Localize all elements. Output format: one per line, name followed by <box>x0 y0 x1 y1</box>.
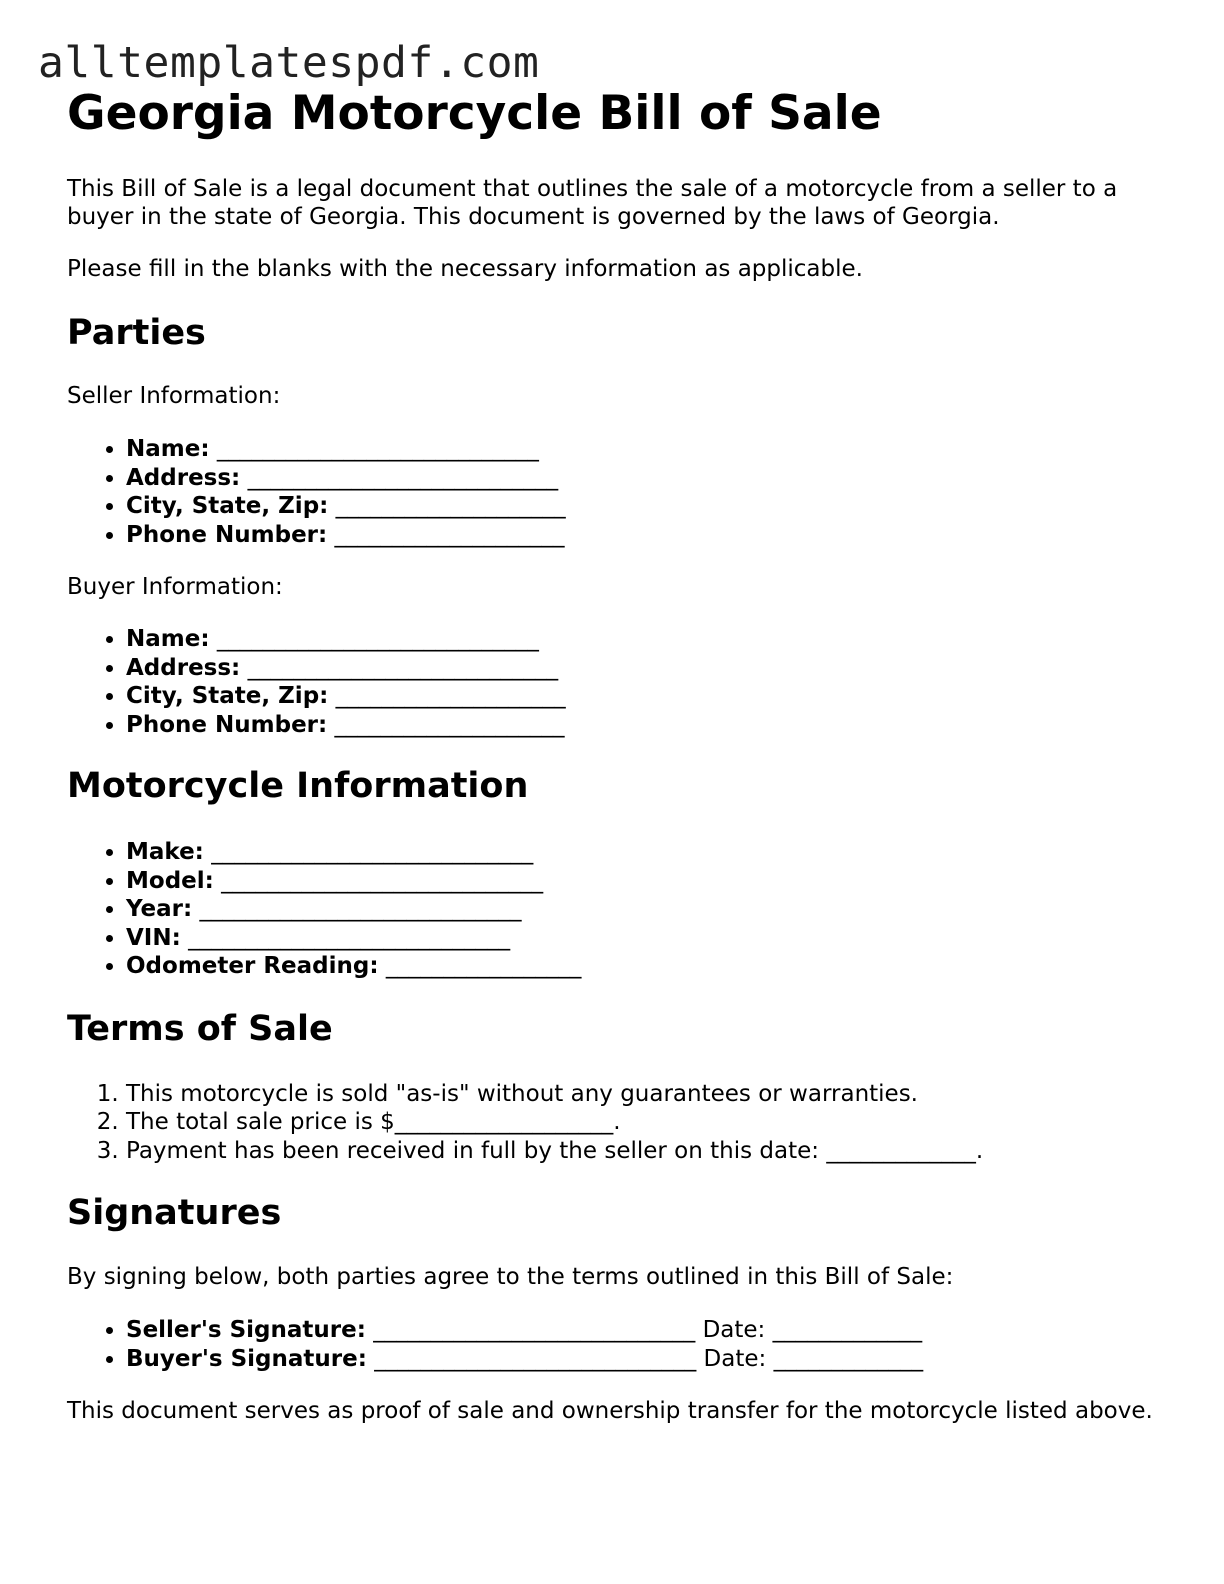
buyer-name-field: • Name: ____________________________ <box>126 625 1157 654</box>
buyer-phone-field: • Phone Number: ____________________ <box>126 711 1157 740</box>
seller-phone-field: • Phone Number: ____________________ <box>126 521 1157 550</box>
motorcycle-fields-list <box>67 838 1157 981</box>
year-blank[interactable]: ____________________________ <box>199 896 522 922</box>
intro-paragraph: This Bill of Sale is a legal document that outlines the sale of a motorcycle from a seller to a buyer in the state of Georgia. This document is governed by the laws of Georgia. <box>67 176 1118 230</box>
buyer-phone-blank[interactable]: ____________________ <box>334 711 565 738</box>
buyer-signature-line: • Buyer's Signature: ____________________________ Date: _____________ <box>126 1345 1157 1374</box>
seller-signature-blank[interactable]: ____________________________ <box>373 1317 696 1343</box>
buyer-address-field: • Address: ___________________________ <box>126 654 1157 683</box>
year-field: • Year: ____________________________ <box>126 895 1157 924</box>
buyer-city-state-zip-blank[interactable]: ____________________ <box>335 683 566 709</box>
terms-heading: Terms of Sale <box>67 1008 333 1049</box>
seller-name-blank[interactable]: ____________________________ <box>216 436 539 462</box>
model-field: • Model: ____________________________ <box>126 867 1157 896</box>
vin-blank[interactable]: ____________________________ <box>188 924 511 951</box>
make-field: • Make: ____________________________ <box>126 838 1157 867</box>
buyer-fields-list <box>67 625 1157 739</box>
buyer-info-label: Buyer Information: <box>67 574 283 600</box>
vin-field: • VIN: ____________________________ <box>126 924 1157 953</box>
signatures-heading: Signatures <box>67 1193 282 1233</box>
seller-city-state-zip-field: • City, State, Zip: ____________________ <box>126 492 1157 521</box>
seller-date-blank[interactable]: _____________ <box>772 1317 923 1343</box>
page-title: Georgia Motorcycle Bill of Sale <box>67 86 882 141</box>
buyer-date-label: Date: <box>703 1345 767 1372</box>
parties-heading: Parties <box>67 313 206 353</box>
buyer-date-blank[interactable]: _____________ <box>773 1345 924 1372</box>
buyer-city-state-zip-field: • City, State, Zip: ____________________ <box>126 682 1157 711</box>
seller-address-field: • Address: ___________________________ <box>126 464 1157 493</box>
seller-phone-blank[interactable]: ____________________ <box>334 521 565 548</box>
instructions-paragraph: Please fill in the blanks with the necessary information as applicable. <box>67 256 863 282</box>
make-blank[interactable]: ____________________________ <box>211 839 534 865</box>
closing-paragraph: This document serves as proof of sale and ownership transfer for the motorcycle listed above. <box>67 1398 1153 1424</box>
watermark-text: alltemplatespdf.com <box>38 38 540 88</box>
motorcycle-info-heading: Motorcycle Information <box>67 766 529 806</box>
term-item-sale-price[interactable]: 2. The total sale price is $___________________. <box>126 1108 1157 1137</box>
seller-fields-list <box>67 435 1157 549</box>
seller-address-blank[interactable]: ___________________________ <box>247 464 559 491</box>
buyer-signature-blank[interactable]: ____________________________ <box>374 1345 697 1372</box>
odometer-field: • Odometer Reading: _________________ <box>126 952 1157 981</box>
buyer-address-blank[interactable]: ___________________________ <box>247 654 559 681</box>
model-blank[interactable]: ____________________________ <box>221 867 544 894</box>
seller-signature-line: • Seller's Signature: ____________________________ Date: _____________ <box>126 1316 1157 1345</box>
seller-date-label: Date: <box>702 1317 766 1343</box>
seller-city-state-zip-blank[interactable]: ____________________ <box>335 493 566 519</box>
seller-info-label: Seller Information: <box>67 383 281 409</box>
odometer-blank[interactable]: _________________ <box>385 953 582 979</box>
terms-list <box>67 1080 1157 1166</box>
term-item-payment-date[interactable]: 3. Payment has been received in full by the seller on this date: _____________. <box>126 1137 1157 1166</box>
document-body <box>67 82 1157 1425</box>
signatures-list <box>67 1316 1157 1373</box>
term-item-as-is: 1. This motorcycle is sold "as-is" without any guarantees or warranties. <box>126 1080 1157 1109</box>
buyer-name-blank[interactable]: ____________________________ <box>216 626 539 652</box>
signatures-intro: By signing below, both parties agree to the terms outlined in this Bill of Sale: <box>67 1264 954 1290</box>
seller-name-field: • Name: ____________________________ <box>126 435 1157 464</box>
